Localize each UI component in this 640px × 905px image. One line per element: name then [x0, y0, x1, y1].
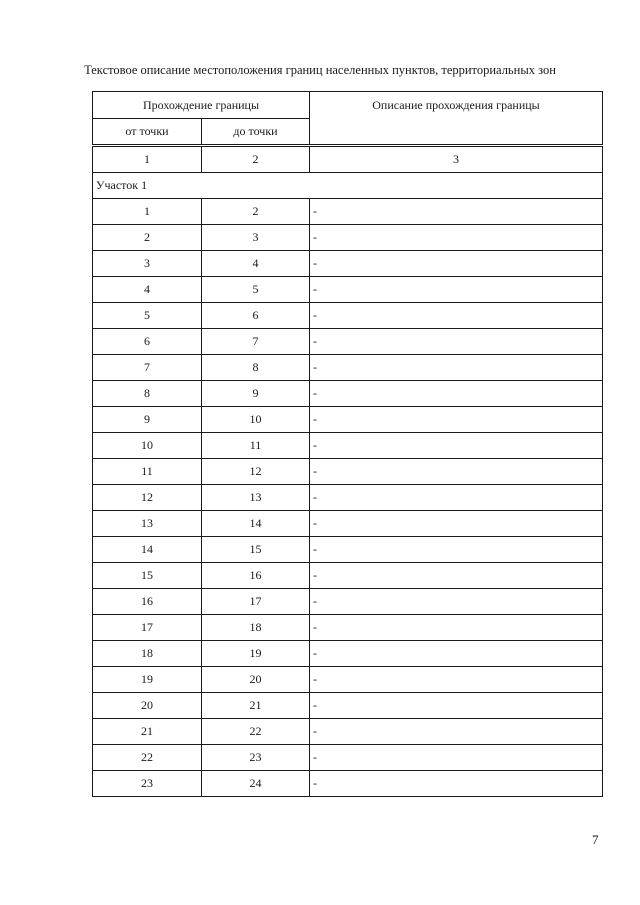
description-cell: - — [310, 641, 603, 667]
table-row — [93, 303, 603, 329]
from-point-cell: 12 — [93, 485, 202, 511]
page-number: 7 — [592, 832, 599, 847]
to-point-cell: 22 — [202, 719, 310, 745]
table-header — [92, 91, 603, 145]
from-point-cell: 11 — [93, 459, 202, 485]
to-point-cell: 13 — [202, 485, 310, 511]
description-cell: - — [310, 719, 603, 745]
description-cell: - — [310, 407, 603, 433]
from-point-cell: 23 — [93, 771, 202, 797]
from-point-cell: 5 — [93, 303, 202, 329]
description-cell: - — [310, 433, 603, 459]
description-cell: - — [310, 537, 603, 563]
boundary-passage-header: Прохождение границы — [93, 92, 310, 119]
to-point-cell: 24 — [202, 771, 310, 797]
from-point-header: от точки — [93, 119, 202, 145]
from-point-cell: 4 — [93, 277, 202, 303]
from-point-cell: 9 — [93, 407, 202, 433]
to-point-cell: 12 — [202, 459, 310, 485]
to-point-cell: 4 — [202, 251, 310, 277]
section-label: Участок 1 — [93, 173, 603, 199]
description-cell: - — [310, 199, 603, 225]
description-cell: - — [310, 771, 603, 797]
table-row — [93, 511, 603, 537]
column-number-3: 3 — [310, 147, 603, 173]
table-row — [93, 381, 603, 407]
column-number-2: 2 — [202, 147, 310, 173]
description-cell: - — [310, 251, 603, 277]
from-point-cell: 3 — [93, 251, 202, 277]
description-cell: - — [310, 693, 603, 719]
to-point-cell: 16 — [202, 563, 310, 589]
description-cell: - — [310, 485, 603, 511]
from-point-cell: 15 — [93, 563, 202, 589]
from-point-cell: 6 — [93, 329, 202, 355]
to-point-cell: 17 — [202, 589, 310, 615]
to-point-cell: 11 — [202, 433, 310, 459]
from-point-cell: 7 — [93, 355, 202, 381]
description-cell: - — [310, 225, 603, 251]
table-row — [93, 485, 603, 511]
to-point-cell: 6 — [202, 303, 310, 329]
description-cell: - — [310, 615, 603, 641]
from-point-cell: 19 — [93, 667, 202, 693]
to-point-cell: 19 — [202, 641, 310, 667]
table-row — [93, 251, 603, 277]
to-point-cell: 7 — [202, 329, 310, 355]
table-row — [93, 563, 603, 589]
table-row — [93, 225, 603, 251]
to-point-cell: 8 — [202, 355, 310, 381]
table-row — [93, 199, 603, 225]
to-point-cell: 9 — [202, 381, 310, 407]
from-point-cell: 10 — [93, 433, 202, 459]
table-row — [93, 329, 603, 355]
description-cell: - — [310, 511, 603, 537]
description-cell: - — [310, 589, 603, 615]
from-point-cell: 20 — [93, 693, 202, 719]
description-cell: - — [310, 303, 603, 329]
table-row — [93, 771, 603, 797]
table-row — [93, 433, 603, 459]
table-row — [93, 589, 603, 615]
from-point-cell: 1 — [93, 199, 202, 225]
description-cell: - — [310, 355, 603, 381]
column-number-row — [93, 147, 603, 173]
to-point-cell: 10 — [202, 407, 310, 433]
table-row — [93, 745, 603, 771]
from-point-cell: 8 — [93, 381, 202, 407]
to-point-cell: 18 — [202, 615, 310, 641]
column-number-1: 1 — [93, 147, 202, 173]
description-cell: - — [310, 459, 603, 485]
from-point-cell: 22 — [93, 745, 202, 771]
description-header: Описание прохождения границы — [310, 92, 603, 145]
table-row — [93, 537, 603, 563]
to-point-cell: 14 — [202, 511, 310, 537]
table-row — [93, 277, 603, 303]
section-row — [93, 173, 603, 199]
to-point-cell: 5 — [202, 277, 310, 303]
to-point-cell: 23 — [202, 745, 310, 771]
document-title: Текстовое описание местоположения границ населенных пунктов, территориальных зон — [84, 63, 556, 77]
description-cell: - — [310, 381, 603, 407]
description-cell: - — [310, 563, 603, 589]
from-point-cell: 18 — [93, 641, 202, 667]
description-cell: - — [310, 667, 603, 693]
description-cell: - — [310, 745, 603, 771]
table-row — [93, 407, 603, 433]
to-point-cell: 2 — [202, 199, 310, 225]
from-point-cell: 21 — [93, 719, 202, 745]
from-point-cell: 14 — [93, 537, 202, 563]
table-row — [93, 641, 603, 667]
from-point-cell: 13 — [93, 511, 202, 537]
from-point-cell: 2 — [93, 225, 202, 251]
from-point-cell: 16 — [93, 589, 202, 615]
table-row — [93, 615, 603, 641]
table-row — [93, 693, 603, 719]
to-point-cell: 21 — [202, 693, 310, 719]
to-point-header: до точки — [202, 119, 310, 145]
to-point-cell: 15 — [202, 537, 310, 563]
description-cell: - — [310, 277, 603, 303]
boundary-table — [92, 146, 603, 797]
table-row — [93, 459, 603, 485]
table-row — [93, 719, 603, 745]
table-row — [93, 667, 603, 693]
table-row — [93, 355, 603, 381]
to-point-cell: 20 — [202, 667, 310, 693]
to-point-cell: 3 — [202, 225, 310, 251]
description-cell: - — [310, 329, 603, 355]
from-point-cell: 17 — [93, 615, 202, 641]
